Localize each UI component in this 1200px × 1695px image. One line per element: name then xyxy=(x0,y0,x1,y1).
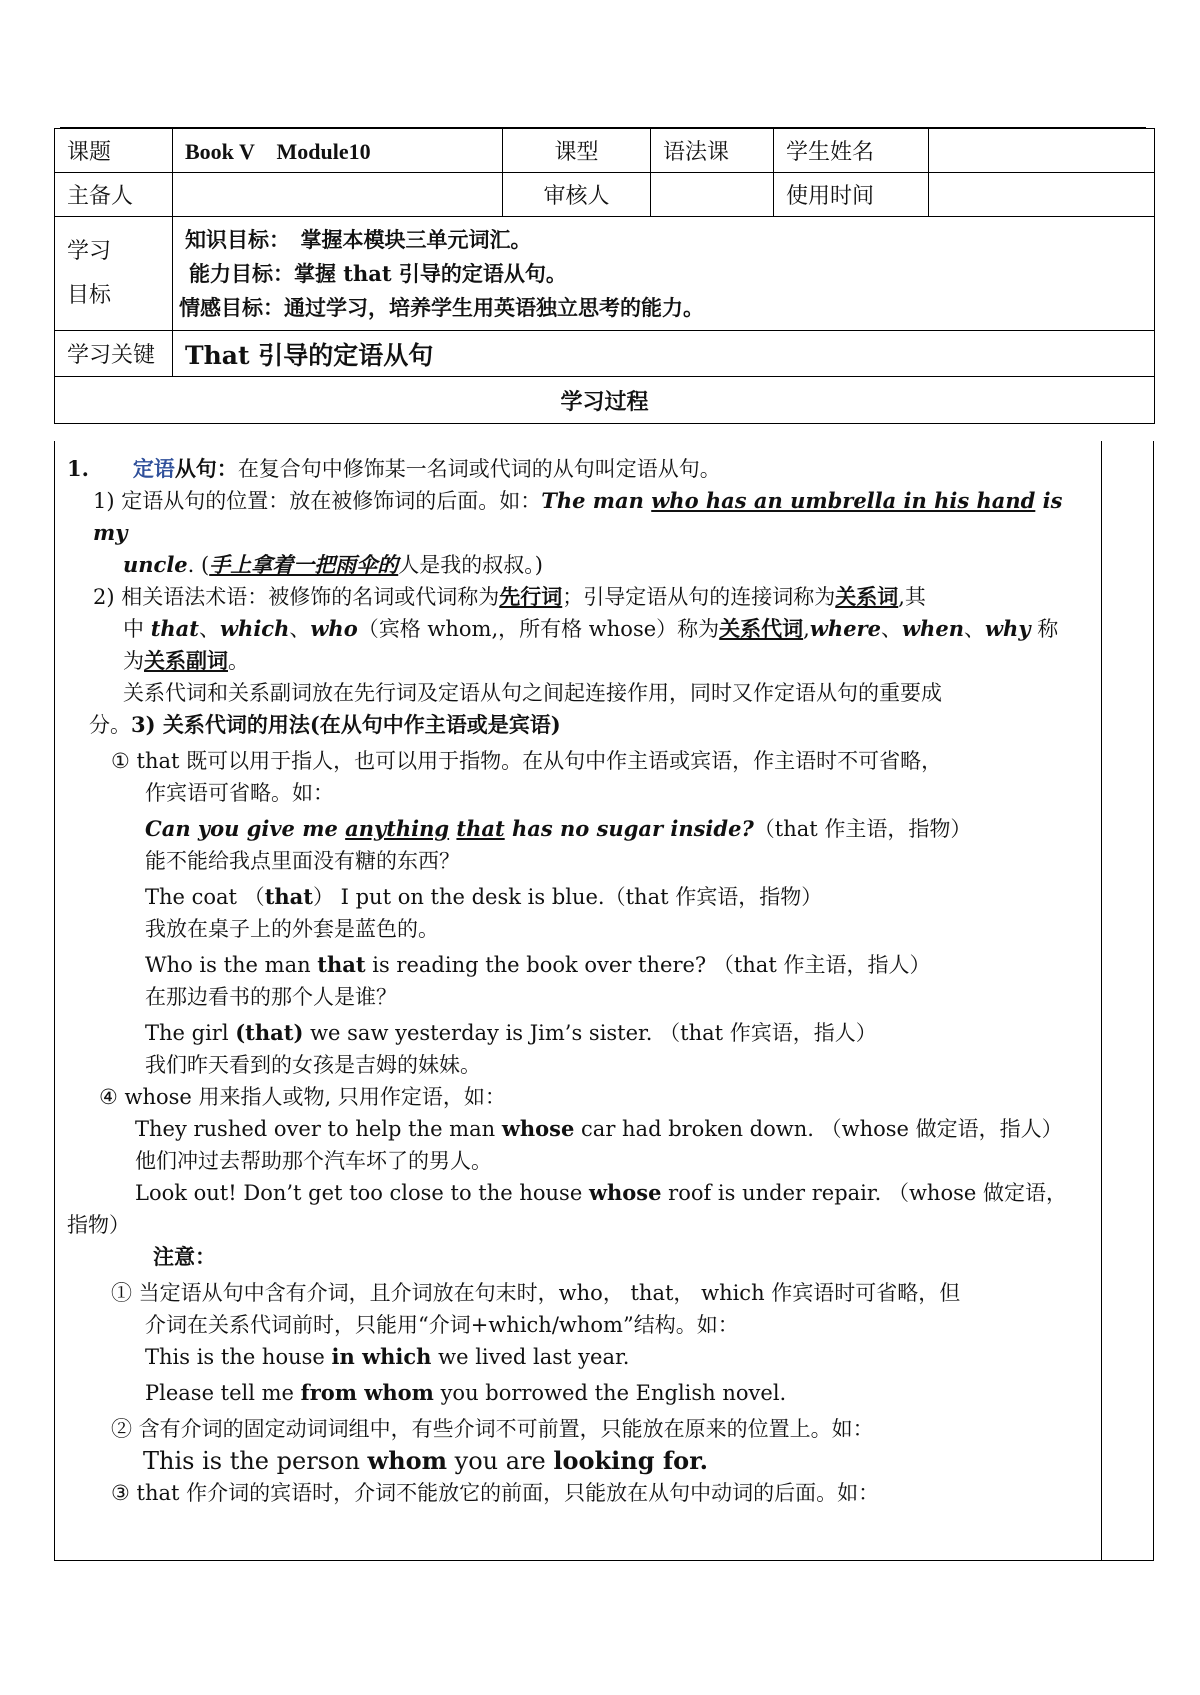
note-title: 注意： xyxy=(153,1244,216,1269)
goal-ability: 能力目标：掌握 that 引导的定语从句。 xyxy=(189,260,567,286)
rule-whose: ④ whose 用来指人或物, 只用作定语，如： xyxy=(99,1085,506,1109)
section-1-term-suffix: 从句： xyxy=(174,456,238,481)
header-row-1 xyxy=(55,129,1155,173)
label-student-name: 学生姓名 xyxy=(774,129,929,173)
process-body xyxy=(54,441,1154,1561)
word-where: where xyxy=(809,616,881,641)
example-text: . ( xyxy=(187,553,210,577)
relative-words-explanation-cont xyxy=(67,709,1097,741)
terminology-text: 称 xyxy=(1030,617,1059,641)
note-2-example xyxy=(67,1445,1097,1477)
example-text: has no sugar inside? xyxy=(504,816,754,841)
example-text: car had broken down. （whose 做定语，指人） xyxy=(574,1117,1063,1141)
example-text: Can you give me xyxy=(145,816,346,841)
term-relative-pronoun: 关系代词 xyxy=(719,616,804,641)
word-who: who xyxy=(310,616,358,641)
example-text: you are xyxy=(447,1447,554,1475)
example-antecedent: anything xyxy=(345,816,450,841)
example-note: （that 作主语，指物） xyxy=(753,817,972,841)
section-3-heading: 3) 关系代词的用法(在从句中作主语或是宾语) xyxy=(131,712,561,737)
example-4 xyxy=(67,1017,1097,1049)
example-text: The man xyxy=(541,488,652,513)
example-2 xyxy=(67,881,1097,913)
example-1 xyxy=(67,813,1097,845)
terminology-text: ,其 xyxy=(898,585,926,609)
note-1-example-1 xyxy=(67,1341,1097,1373)
example-relative-word: whom xyxy=(367,1446,448,1475)
key-row xyxy=(55,331,1155,377)
example-relative-word: in which xyxy=(331,1344,432,1369)
note-1-cont: 介词在关系代词前时，只能用“介词+which/whom”结构。如： xyxy=(145,1313,739,1337)
word-which: which xyxy=(219,616,290,641)
example-3-translation: 在那边看书的那个人是谁？ xyxy=(145,985,397,1009)
example-5 xyxy=(67,1113,1097,1145)
label-goals xyxy=(55,217,173,331)
terminology-text: 分。 xyxy=(89,713,131,737)
value-preparer[interactable] xyxy=(173,173,503,217)
label-preparer: 主备人 xyxy=(55,173,173,217)
section-1-heading xyxy=(67,453,1097,485)
label-key: 学习关键 xyxy=(55,331,173,377)
separator: , xyxy=(803,617,810,641)
process-title: 学习过程 xyxy=(55,377,1155,424)
value-key: That 引导的定语从句 xyxy=(173,331,1155,377)
goal-emotion: 情感目标：通过学习，培养学生用英语独立思考的能力。 xyxy=(179,294,704,320)
example-phrase: looking for. xyxy=(553,1446,708,1475)
separator: 、 xyxy=(289,617,311,641)
example-relative-word: that xyxy=(317,952,366,977)
example-text: This is the person xyxy=(143,1447,368,1475)
terminology-text: ；引导定语从句的连接词称为 xyxy=(562,585,836,609)
goals-list xyxy=(173,217,1155,331)
example-1-translation: 能不能给我点里面没有糖的东西？ xyxy=(145,849,460,873)
example-clause: who has an umbrella in his hand xyxy=(651,488,1036,513)
terminology-text: 。 xyxy=(228,649,249,673)
rule-that-cont: 作宾语可省略。如： xyxy=(145,781,334,805)
note-1-example-2 xyxy=(67,1377,1097,1409)
terminology-rule xyxy=(67,581,1097,613)
terminology-rule-cont-2 xyxy=(67,645,1097,677)
example-text: This is the house xyxy=(145,1345,332,1369)
example-text: The coat （ xyxy=(145,885,265,909)
section-1-term: 定语 xyxy=(132,456,175,481)
example-text: Please tell me xyxy=(145,1381,301,1405)
example-relative-word: whose xyxy=(501,1116,575,1141)
position-rule-cont xyxy=(67,549,1097,581)
word-that: that xyxy=(150,616,199,641)
term-relative-adverb: 关系副词 xyxy=(144,648,228,673)
example-text: Who is the man xyxy=(145,953,318,977)
terminology-rule-cont xyxy=(67,613,1097,645)
position-rule-text: 1) 定语从句的位置：放在被修饰词的后面。如： xyxy=(93,489,542,513)
terminology-text: 2) 相关语法术语：被修饰的名词或代词称为 xyxy=(93,585,500,609)
example-text: roof is under repair. （whose 做定语， xyxy=(661,1181,1067,1205)
goal-knowledge: 知识目标： 掌握本模块三单元词汇。 xyxy=(185,226,532,252)
example-text: ） I put on the desk is blue.（that 作宾语，指物） xyxy=(312,885,823,909)
terminology-text: 中 xyxy=(123,617,151,641)
example-2-translation: 我放在桌子上的外套是蓝色的。 xyxy=(145,917,439,941)
example-relative-word: that xyxy=(264,884,313,909)
example-text: Look out! Don’t get too close to the house xyxy=(135,1181,589,1205)
example-text: is reading the book over there? （that 作主语，指人） xyxy=(365,953,931,977)
example-translation: 人是我的叔叔。) xyxy=(398,553,543,577)
value-student-name[interactable] xyxy=(929,129,1155,173)
terminology-text: （宾格 whom,，所有格 whose）称为 xyxy=(357,617,720,641)
label-use-time: 使用时间 xyxy=(774,173,929,217)
lesson-content xyxy=(67,453,1097,1509)
example-relative-word: whose xyxy=(588,1180,662,1205)
position-rule xyxy=(67,485,1097,549)
rule-that: ① that 既可以用于指人，也可以用于指物。在从句中作主语或宾语，作主语时不可省略， xyxy=(111,749,943,773)
right-column-divider xyxy=(1101,441,1102,1560)
example-6-cont: 指物） xyxy=(67,1213,130,1237)
note-2: ② 含有介词的固定动词词组中，有些介词不可前置，只能放在原来的位置上。如： xyxy=(111,1417,874,1441)
example-text: The girl xyxy=(145,1021,236,1045)
label-reviewer: 审核人 xyxy=(503,173,651,217)
example-text: They rushed over to help the man xyxy=(135,1117,502,1141)
note-1: ① 当定语从句中含有介词，且介词放在句末时，who， that， which 作宾语时可省略，但 xyxy=(111,1281,961,1305)
example-relative-word: from whom xyxy=(300,1380,434,1405)
header-row-2 xyxy=(55,173,1155,217)
word-when: when xyxy=(901,616,964,641)
value-use-time[interactable] xyxy=(929,173,1155,217)
label-goals-line-1: 学习 xyxy=(67,238,112,264)
separator: 、 xyxy=(880,617,902,641)
separator: 、 xyxy=(198,617,220,641)
term-relative-word: 关系词 xyxy=(835,584,899,609)
section-1-number: 1. xyxy=(67,456,89,481)
example-text: we lived last year. xyxy=(431,1345,630,1369)
value-topic: Book V Module10 xyxy=(173,129,503,173)
process-row xyxy=(55,377,1155,424)
label-goals-line-2: 目标 xyxy=(67,282,112,308)
word-why: why xyxy=(984,616,1031,641)
example-text: is my xyxy=(93,488,1063,545)
example-5-translation: 他们冲过去帮助那个汽车坏了的男人。 xyxy=(135,1149,492,1173)
value-reviewer[interactable] xyxy=(651,173,774,217)
example-6 xyxy=(67,1177,1097,1209)
goals-row xyxy=(55,217,1155,331)
label-lesson-type: 课型 xyxy=(503,129,651,173)
note-3: ③ that 作介词的宾语时，介词不能放它的前面，只能放在从句中动词的后面。如： xyxy=(111,1481,880,1505)
example-4-translation: 我们昨天看到的女孩是吉姆的妹妹。 xyxy=(145,1053,481,1077)
header-table xyxy=(54,128,1155,424)
example-text: we saw yesterday is Jim’s sister. （that 作宾语，指人） xyxy=(303,1021,877,1045)
section-1-definition: 在复合句中修饰某一名词或代词的从句叫定语从句。 xyxy=(237,457,721,481)
separator: 、 xyxy=(963,617,985,641)
terminology-text: 为 xyxy=(123,649,144,673)
label-topic: 课题 xyxy=(55,129,173,173)
relative-words-explanation: 关系代词和关系副词放在先行词及定语从句之间起连接作用，同时又作定语从句的重要成 xyxy=(123,681,942,705)
example-relative-word: that xyxy=(456,816,505,841)
example-text: you borrowed the English novel. xyxy=(433,1381,787,1405)
example-relative-word: (that) xyxy=(235,1020,304,1045)
example-3 xyxy=(67,949,1097,981)
example-text: uncle xyxy=(123,552,188,577)
value-lesson-type: 语法课 xyxy=(651,129,774,173)
term-antecedent: 先行词 xyxy=(499,584,563,609)
example-translation-underlined: 手上拿着一把雨伞的 xyxy=(209,552,399,577)
